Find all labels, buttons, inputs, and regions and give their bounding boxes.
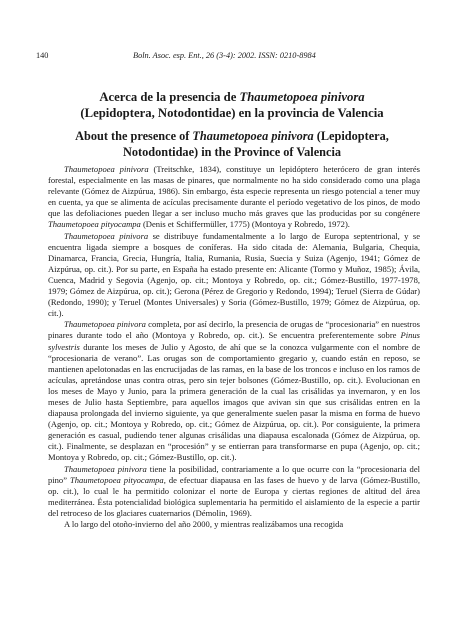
title-spanish-line1 [99,90,364,104]
journal-citation [133,50,316,61]
paragraph-4 [48,464,420,519]
title-spanish-species: Thaumetopoea pinivora [239,90,365,104]
title-spanish-prefix: Acerca de la presencia de [99,90,240,104]
species-name: Thaumetopoea pityocampa [48,219,141,230]
paragraph-text: durante los meses de Julio y Agosto, de ahí que se la conozca vulgarmente con el nombre de “procesionaria de verano”. Las orugas son de comportamiento gregario y, cuando están en reposo, se mantienen apelotonadas en las encrucijadas de las ramas, en la base de los troncos e incluso en los ramos de acículas, apretándose unas contra otras, pero sin tejer bolsones (Gómez-Bustillo, op. cit.). Evolucionan en los meses de Mayo y Junio, para la primera generación de la cual las crisálidas ya invernaron, y en los meses de Julio hasta Septiembre, para aquellos imagos que avivan sin que sus crisálidas entren en la diapausa prolongada del invierno siguiente, ya que generalmente suelen pasar la misma en forma de huevo (Agenjo, op. cit.; Montoya y Robredo, op. cit.; Gómez de Aizpúrua, op. cit.). Por consiguiente, la primera generación es casual, pudiendo tener algunas crisálidas una diapausa escalonada (Gómez de Aizpúrua, op. cit.). Finalmente, se desplazan en “procesión” y se entierran para transformarse en pupa (Agenjo, op. cit.; Montoya y Robredo, op. cit.; Gómez-Bustillo, op. cit.). [48,341,420,463]
body-text [48,164,420,530]
title-english [40,128,424,160]
species-name: Thaumetopoea pityocampa [70,474,164,485]
paragraph-3 [48,319,420,463]
species-name: Pinus sylvestris [48,330,420,352]
journal-citation-text: Boln. Asoc. esp. Ent., 26 (3-4): 2002. ISSN: 0210-8984 [133,51,316,60]
species-name: Thaumetopoea pinivora [64,319,146,330]
species-name: Thaumetopoea pinivora [64,230,149,241]
paragraph-5 [48,519,420,530]
title-spanish-line2: (Lepidoptera, Notodontidae) en la provincia de Valencia [80,106,384,120]
title-english-species: Thaumetopoea pinivora [192,129,314,143]
title-spanish [40,89,424,121]
paragraph-text: completa, por así decirlo, la presencia de orugas de “procesionaria” en nuestros pinares durante todo el año (Montoya y Robredo, op. cit.). Se encuentra preferentemente sobre [48,319,421,341]
species-name: Thaumetopoea pinivora [64,463,147,474]
title-english-line2: Notodontidae) in the Province of Valencia [122,145,342,159]
paragraph-2 [48,231,420,320]
paragraph-text: tiene la posibilidad, contrariamente a lo que ocurre con la “procesionaria del pino” [48,463,420,485]
paragraph-1 [48,164,420,231]
paragraph-text: se distribuye fundamentalmente a lo largo de Europa septentrional, y se encuentra ligada siempre a bosques de coníferas. Ha sido citada de: Alemania, Bulgaria, Chequia, Dinamarca, Francia, Grecia, Hungría, Italia, Rumania, Rusia, Suecia y Suiza (Agenjo, 1941; Gómez de Aizpúrua, op. cit.). Por su parte, en España ha estado presente en: Alicante (Tormo y Muñoz, 1985); Ávila, Cuenca, Madrid y Segovia (Agenjo, op. cit.; Montoya y Robredo, op. cit.; Gómez-Bustillo, 1977-1978, 1979; Gómez de Aizpúrua, op. cit.); Gerona (Pérez de Gregorio y Redondo, 1994); Teruel (Sierra de Gúdar) (Redondo, 1990); y Teruel (Montes Universales) y Soria (Gómez-Bustillo, 1979; Gómez de Aizpúrua, op. cit.). [48,230,420,319]
paragraph-text: (Denis et Schiffermüller, 1775) (Montoya y Robredo, 1972). [140,219,350,230]
paragraph-text: A lo largo del otoño-invierno del año 2000, y mientras realizábamos una recogida [64,519,344,529]
paragraph-text: (Treitschke, 1834), constituye un lepidóptero heterócero de gran interés forestal, especialmente en las masas de pinares, que normalmente no ha sido considerado como una plaga relevante (Gómez de Aizpúrua, 1986). Sin embargo, ésta especie representa un riesgo potencial a tener muy en cuenta, ya que se alimenta de acículas precisamente durante el período vegetativo de los pinos, de modo que las defoliaciones pueden llegar a ser incluso mucho más graves que las producidas por su congénere [48,164,420,219]
title-english-suffix: (Lepidoptera, [313,129,389,143]
page-number: 140 [36,51,49,60]
species-name: Thaumetopoea pinivora [64,164,149,174]
title-english-prefix: About the presence of [75,129,193,143]
title-english-line1 [75,129,389,143]
paragraph-text: , de efectuar diapausa en las fases de huevo y de larva (Gómez-Bustillo, op. cit.), lo cual le ha permitido colonizar el norte de Europa y ciertas regiones de altitud del área mediterránea. Ésta potencialidad biológica suplementaria ha permitido el aislamiento de la especie a partir del retroceso de los glaciares cuaternarios (Démolin, 1969). [48,474,420,518]
